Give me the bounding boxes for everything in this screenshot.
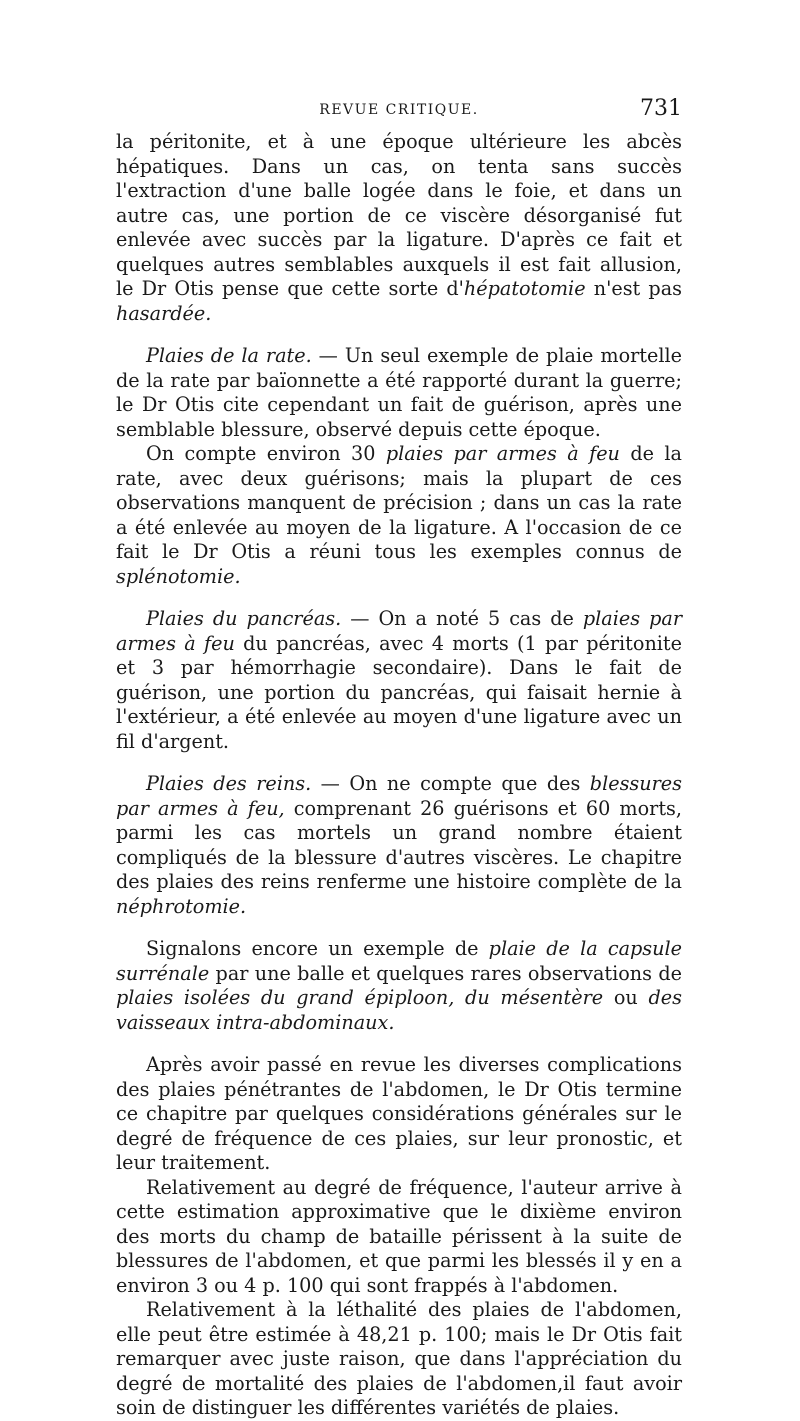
paragraph-plaies-pancreas (116, 607, 682, 754)
text-run: — On ne compte que des (311, 772, 590, 795)
text-run: de la rate, avec deux guérisons; mais la plupart de ces observations manquent de précision ; dans un cas la rate a été enlevée au moyen de la ligature. A l'occasion de ce fait le Dr Otis a réuni tous les exemples connus de (116, 442, 682, 563)
paragraph-plaies-rate (116, 344, 682, 442)
term-italic: des vaisseaux intra-abdominaux. (116, 986, 683, 1034)
paragraph-complications (116, 1053, 682, 1176)
text-run: n'est pas (585, 277, 683, 300)
text-run: — Un seul exemple de plaie mortelle de la rate par baïonnette a été rapporté durant la guerre; le Dr Otis cite cependant un fait de guérison, après une semblable blessure, observé depuis cette époque. (116, 344, 682, 441)
term-italic: blessures par armes à feu, (116, 772, 682, 820)
text-run: — On a noté 5 cas de (341, 607, 583, 630)
text-run: du pancréas, avec 4 morts (1 par péritonite et 3 par hémorrhagie secondaire). Dans le fait de guérison, une portion du pancréas, qui faisait hernie à l'extérieur, a été enlevée au moyen d'une ligature avec un fil d'argent. (116, 631, 683, 753)
paragraph-lethalite (116, 1298, 682, 1421)
term-italic: plaies isolées du grand épiploon, du mésentère (116, 986, 604, 1009)
paragraph-hepatotomy (116, 130, 682, 326)
text-run: comprenant 26 guérisons et 60 morts, parmi les cas mortels un grand nombre étaient compliqués de la blessure d'autres viscères. Le chapitre des plaies des reins renferme une histoire complète de la (116, 796, 682, 893)
paragraph-plaies-reins (116, 772, 682, 919)
section-heading: Plaies du pancréas. (146, 607, 342, 630)
text-run: On compte environ 30 (146, 442, 386, 465)
body-text (116, 130, 682, 1421)
running-title: REVUE CRITIQUE. (319, 102, 479, 118)
text-run: Relativement à la léthalité des plaies de l'abdomen, elle peut être estimée à 48,21 p. 100; mais le Dr Otis fait remarquer avec juste raison, que dans l'appréciation du degré de mortalité des plaies de l'abdomen,il faut avoir soin de distinguer les différentes variétés de plaies. (116, 1298, 682, 1419)
text-run: Après avoir passé en revue les diverses complications des plaies pénétrantes de l'abdomen, le Dr Otis termine ce chapitre par quelques considérations générales sur le degré de fréquence de ces plaies, sur leur pronostic, et leur traitement. (116, 1053, 682, 1174)
text-run: la péritonite, et à une époque ultérieure les abcès hépatiques. Dans un cas, on tenta sans succès l'extraction d'une balle logée dans le foie, et dans un autre cas, une portion de ce viscère désorganisé fut enlevée avec succès par la ligature. D'après ce fait et quelques autres semblables auxquels il est fait allusion, le Dr Otis pense que cette sorte d' (116, 130, 682, 300)
term-italic: hasardée. (116, 301, 212, 325)
text-run: Relativement au degré de fréquence, l'auteur arrive à cette estimation approximative que le dixième environ des morts du champ de bataille périssent à la suite de blessures de l'abdomen, et que parmi les blessés il y en a environ 3 ou 4 p. 100 qui sont frappés à l'abdomen. (116, 1175, 682, 1297)
page-header (116, 96, 682, 126)
term-italic: néphrotomie. (116, 894, 247, 918)
term-italic: plaies par armes à feu (116, 607, 682, 655)
section-heading: Plaies de la rate. (146, 344, 312, 367)
paragraph-frequence (116, 1176, 682, 1299)
text-run: Signalons encore un exemple de (146, 937, 489, 960)
text-run: par une balle et quelques rares observations de (209, 961, 682, 985)
term-italic: plaies par armes à feu (385, 442, 620, 465)
section-heading: Plaies des reins. (146, 772, 312, 795)
text-run: ou (603, 986, 649, 1009)
page-number: 731 (640, 96, 682, 121)
term-italic: splénotomie. (116, 564, 241, 588)
term-italic: plaie de la capsule surrénale (116, 937, 683, 985)
term-italic: hépatotomie (463, 277, 586, 300)
paragraph-rate-armes-feu (116, 442, 682, 589)
paragraph-capsule-surrenale (116, 937, 682, 1035)
